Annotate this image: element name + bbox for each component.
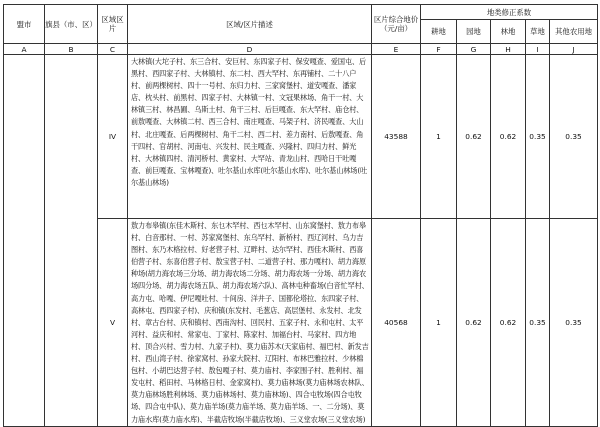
column-letter: D: [128, 44, 372, 55]
cultivated-coef-cell: 1: [421, 55, 457, 219]
zone-description-cell: 敖力布皋镇(东佳木斯村、东乜木罕村、西乜木罕村、山东窝堡村、敖力布皋村、白音那村、一村、苏家窝堡村、东乌罕村、新桥村、西辽河村、乌力吉图村、东乃木格拉村、好老营子村、辽畔村、达尔罕村、西佳木斯村、西喜伯营子村、东喜伯营子村、敖宝营子村、二道营子村、那力嘎村)、胡力海原种场(胡力海农场三分场、胡力海农场二分场、胡力海农场一分场、胡力海农场四分场、胡力海农场五队、胡力海农场六队)、高林屯种畜场(白音忙罕村、高力屯、哈嘎、伊尼嘎吐村、十间房、洋井子、国都伦塔拉、东四家子村、高林屯、西四家子村)、庆和镇(东发村、毛葱店、高层堡村、永发村、北发村、章古台村、庆和镇村、西南沟村、回民村、五家子村、永和屯村、太平河村、益庆和村、常家屯、丁家村、陈家村、加福台村、马家村、四方地村、顶合兴村、雪力村、九家子村)、莫力庙苏木(天家庙村、福巴村、新发吉村、西山湾子村、徐家窝村、孙家大院村、辽阳村、布林巴雅拉村、少林棉包村、小胡巴达营子村、敖包嘎子村、莫力庙村、李家围子村、胜利村、福发屯村、稻田村、马林格日村、金家窝村)、莫力庙林场(莫力庙林场农林队、莫力庙林场胜利林场、莫力庙林场村、莫力庙林场)、四合屯牧场(四合屯牧场、四合屯中队)、莫力庙羊场(莫力庙羊场、莫力庙羊场、一、二分场)、莫力庙水库(莫力庙水库)、半截店牧场(半截店牧场)、三义堂农场(三义堂农场): [128, 219, 372, 427]
land-price-table: [3, 4, 598, 427]
column-letter: E: [372, 44, 421, 55]
column-letter: F: [421, 44, 457, 55]
header-zone: 区域区片: [98, 5, 128, 44]
league-city-cell: [4, 55, 45, 427]
header-garden: 园地: [457, 20, 491, 44]
column-letter: B: [45, 44, 98, 55]
zone-description-cell: 大林镇(大坨子村、东三合村、安巨村、东四家子村、保安嘎查、爱国屯、后黑村、西四家子村、大林镇村、东二村、西大罕村、东再铺村、二十八户村、前两棵树村、四十一号村、东归力村、三家窝堡村、道安嘎查、潘家店、枕头村、前黑村、四家子村、大林镇一村、文冠果林场、角干一村、大林镇三村、林昌圃、乌斯土村、角干三村、后巨嘎查、东大罕村、庙仓村、前敖嘎查、大林镇二村、西三合村、南庄嘎查、马架子村、济民嘎查、大山村、北庄嘎查、后两棵树村、角干二村、西二村、差力南村、后敖嘎查、角干四村、官胡村、河南屯、兴发村、民主嘎查、兴隆村、四归力村、鲜光村、大林镇四村、清河桥村、黄家村、大罕站、青龙山村、西哈日干吐嘎查、前巨嘎查、宝林嘎查)、吐尔基山水库(吐尔基山水库)、吐尔基山林场(吐尔基山林场): [128, 55, 372, 219]
cultivated-coef-cell: 1: [421, 219, 457, 427]
header-league-city: 盟市: [4, 5, 45, 44]
composite-price-cell: 40568: [372, 219, 421, 427]
header-forest: 林地: [491, 20, 526, 44]
header-banner-county: 旗县（市、区）: [45, 5, 98, 44]
other-agri-coef-cell: 0.35: [550, 219, 598, 427]
table-row: [4, 55, 598, 219]
column-letter: A: [4, 44, 45, 55]
forest-coef-cell: 0.62: [491, 55, 526, 219]
letter-row: [4, 44, 598, 55]
header-other-agri: 其他农用地: [550, 20, 598, 44]
grass-coef-cell: 0.35: [526, 55, 550, 219]
header-correction-coefficients: 地类修正系数: [421, 5, 598, 20]
garden-coef-cell: 0.62: [457, 219, 491, 427]
column-letter: J: [550, 44, 598, 55]
header-composite-price: 区片综合地价（元/亩）: [372, 5, 421, 44]
other-agri-coef-cell: 0.35: [550, 55, 598, 219]
header-grass: 草地: [526, 20, 550, 44]
garden-coef-cell: 0.62: [457, 55, 491, 219]
header-zone-description: 区域/区片描述: [128, 5, 372, 44]
header-row-1: [4, 5, 598, 20]
banner-county-cell: [45, 55, 98, 427]
forest-coef-cell: 0.62: [491, 219, 526, 427]
column-letter: C: [98, 44, 128, 55]
grass-coef-cell: 0.35: [526, 219, 550, 427]
column-letter: H: [491, 44, 526, 55]
zone-cell: IV: [98, 55, 128, 219]
column-letter: G: [457, 44, 491, 55]
composite-price-cell: 43588: [372, 55, 421, 219]
zone-cell: V: [98, 219, 128, 427]
header-cultivated: 耕地: [421, 20, 457, 44]
column-letter: I: [526, 44, 550, 55]
